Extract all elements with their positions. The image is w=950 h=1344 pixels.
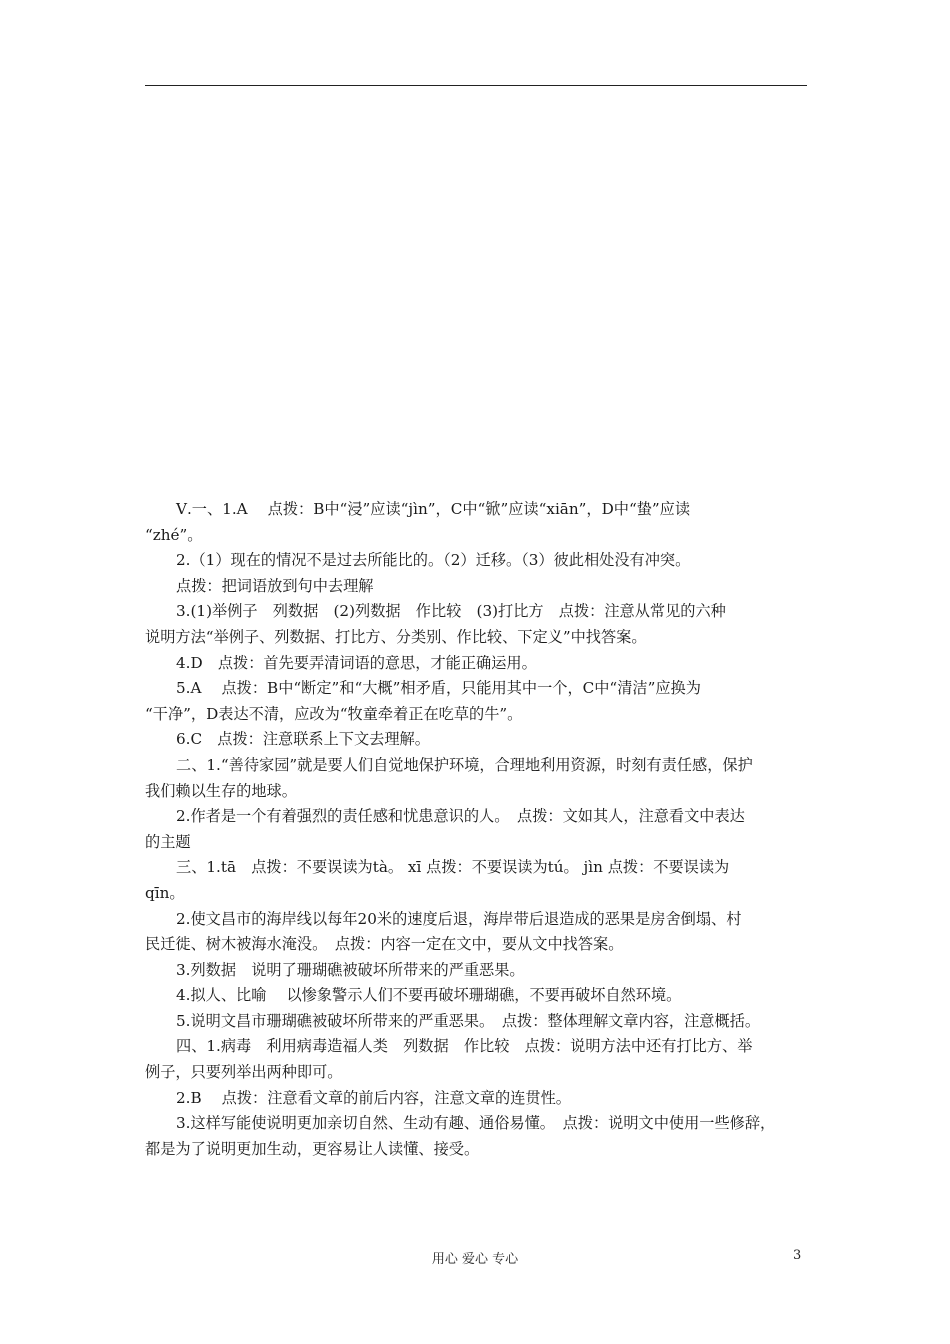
document-body: [145, 497, 810, 1162]
text-line: 2.作者是一个有着强烈的责任感和忧患意识的人。 点拨：文如其人，注意看文中表达: [176, 807, 745, 826]
text-line: 民迁徙、树木被海水淹没。 点拨：内容一定在文中，要从文中找答案。: [145, 935, 624, 954]
text-line: 的主题: [145, 832, 191, 851]
text-line: 3.列数据 说明了珊瑚礁被破坏所带来的严重恶果。: [176, 960, 525, 979]
text-line: “zhé”。: [145, 525, 203, 544]
text-line: “干净”，D表达不清，应改为“牧童牵着正在吃草的牛”。: [145, 704, 523, 723]
text-line: 四、1.病毒 利用病毒造福人类 列数据 作比较 点拨：说明方法中还有打比方、举: [176, 1037, 753, 1056]
text-line: 说明方法“举例子、列数据、打比方、分类别、作比较、下定义”中找答案。: [145, 627, 647, 646]
text-line: 2.B 点拨：注意看文章的前后内容，注意文章的连贯性。: [176, 1088, 571, 1107]
text-line: 三、1.tā 点拨：不要误读为tà。 xī 点拨：不要误读为tú。 jìn 点拨：不要误读为: [176, 858, 730, 877]
text-line: 3.(1)举例子 列数据 (2)列数据 作比较 (3)打比方 点拨：注意从常见的六种: [176, 602, 726, 621]
text-line: 例子，只要列举出两种即可。: [145, 1063, 343, 1082]
text-line: 2.使文昌市的海岸线以每年20米的速度后退，海岸带后退造成的恶果是房舍倒塌、村: [176, 909, 742, 928]
header-rule: [145, 85, 807, 86]
text-line: 点拨：把词语放到句中去理解: [176, 576, 374, 595]
text-line: 4.拟人、比喻 以惨象警示人们不要再破坏珊瑚礁，不要再破坏自然环境。: [176, 986, 682, 1005]
text-line: 都是为了说明更加生动，更容易让人读懂、接受。: [145, 1139, 480, 1158]
text-line: 4.D 点拨：首先要弄清词语的意思，才能正确运用。: [176, 653, 537, 672]
text-line: 5.说明文昌市珊瑚礁被破坏所带来的严重恶果。 点拨：整体理解文章内容，注意概括。: [176, 1011, 761, 1030]
text-line: qīn。: [145, 883, 185, 902]
page-number: 3: [793, 1248, 802, 1263]
text-line: 我们赖以生存的地球。: [145, 781, 297, 800]
text-line: 6.C 点拨：注意联系上下文去理解。: [176, 730, 430, 749]
text-line: 5.A 点拨：B中“断定”和“大概”相矛盾，只能用其中一个，C中“清洁”应换为: [176, 679, 701, 698]
text-line: Ⅴ.一、1.A 点拨：B中“浸”应读“jìn”，C中“锨”应读“xiān”，D中“蛰”应读: [176, 500, 691, 518]
footer-text: 用心 爱心 专心: [431, 1252, 519, 1267]
text-line: 3.这样写能使说明更加亲切自然、生动有趣、通俗易懂。 点拨：说明文中使用一些修辞，: [176, 1114, 776, 1133]
text-line: 二、1.“善待家园”就是要人们自觉地保护环境，合理地利用资源，时刻有责任感，保护: [176, 755, 753, 774]
text-line: 2.（1）现在的情况不是过去所能比的。（2）迁移。（3）彼此相处没有冲突。: [176, 551, 691, 570]
